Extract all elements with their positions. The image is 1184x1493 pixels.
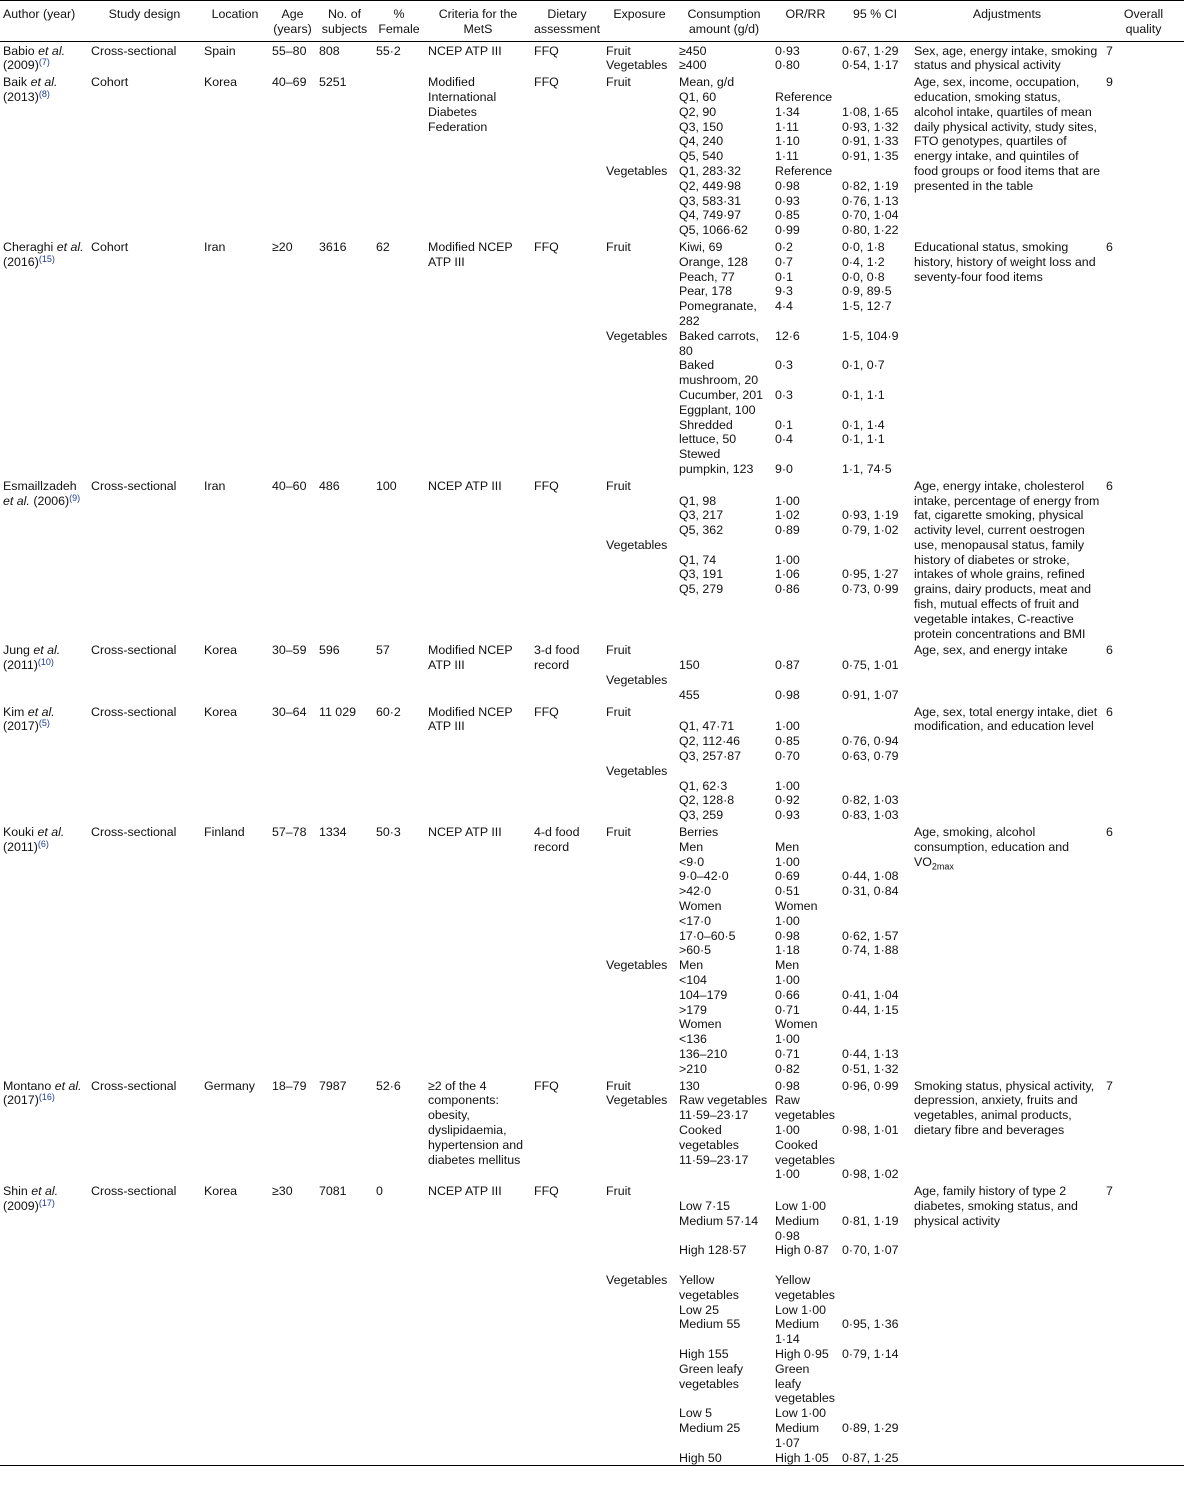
consumption-cell: Low 7·15 Medium 57·14 High 128·57 Yellow vegetables Low 25 Medium 55 High 155 Green leafy vegetables Low 5 Medium 25 High 50 [676,1182,772,1466]
et-al: et al. [27,704,55,719]
quality-cell: 6 [1106,704,1113,719]
col-header-design: Study design [88,1,201,42]
col-header-location: Location [201,1,269,42]
or-rr-cell: 0·87 0·98 [775,658,800,702]
et-al: et al. [31,1184,59,1199]
col-header-female: % Female [373,1,425,42]
reference-link[interactable]: (6) [37,838,49,849]
female-cell: 100 [376,478,397,493]
ci-cell: 0·67, 1·29 0·54, 1·17 [842,43,899,73]
ci-cell: 0·81, 1·19 0·70, 1·07 0·95, 1·36 0·79, 1·14 0·89, 1·29 0·87, 1·25 [839,1182,911,1466]
adjustments-cell [911,703,1103,823]
reference-link[interactable]: (9) [69,492,81,503]
reference-link[interactable]: (15) [38,253,55,264]
adjustments-text: Age, energy intake, cholesterol intake, percentage of energy from fat, cigarette smoking, physical activity level, current oestrogen use, menopausal status, family history of diabetes or stroke, intakes of whole grains, refined grains, dairy products, meat and fish, mutual effects of fruit and vegetable intakes, C-reactive protein concentrations and BMI [914,478,1100,641]
author-name: Montano [3,1078,52,1093]
quality-cell: 7 [1106,43,1113,58]
col-header-author: Author (year) [0,1,88,42]
dietary-cell: FFQ [534,478,559,493]
table-body [0,41,1184,1466]
design-cell: Cross-sectional [91,825,177,840]
adjustments-cell [911,1182,1103,1466]
table-row [0,41,1184,73]
et-al: et al. [37,825,65,840]
female-cell: 62 [376,239,390,254]
female-cell [373,73,425,238]
author-year: (2009) [3,1198,39,1213]
design-cell: Cross-sectional [91,643,177,658]
author-cell [0,238,88,477]
subjects-cell: 11 029 [319,704,356,719]
author-year: (2009) [3,58,39,73]
et-al: et al. [3,493,30,508]
col-header-or-rr: OR/RR [772,1,839,42]
female-cell: 50·3 [376,825,401,840]
location-cell: Korea [204,643,238,658]
quality-cell: 9 [1106,75,1113,90]
subjects-cell: 7987 [319,1078,347,1093]
or-rr-cell: Men 1·00 0·69 0·51 Women 1·00 0·98 1·18 Men 1·00 0·66 0·71 Women 1·00 0·71 0·82 [775,839,818,1076]
author-year: (2006) [33,493,70,508]
criteria-cell: NCEP ATP III [425,1182,531,1466]
ci-cell: 0·0, 1·8 0·4, 1·2 0·0, 0·8 0·9, 89·5 1·5, 12·7 1·5, 104·9 0·1, 0·7 0·1, 1·1 0·1, 1·4 0·1, 1·1 1·1, 74·5 [842,239,899,476]
et-al: et al. [56,239,84,254]
design-cell: Cross-sectional [88,1182,201,1466]
location-cell: Iran [204,478,226,493]
author-cell [0,1182,88,1466]
adjustments-text: Age, sex, total energy intake, diet modification, and education level [914,704,1098,734]
ci-cell: 0·96, 0·99 0·98, 1·01 0·98, 1·02 [842,1078,899,1182]
adjustments-text: Age, sex, income, occupation, education, smoking status, alcohol intake, quartiles of mean daily physical activity, study sites, FTO genotypes, quartiles of energy intake, and quintiles of food groups or food items that are presented in the table [914,75,1100,193]
adjustments-text: Smoking status, physical activity, depression, anxiety, fruits and vegetables, animal products, dietary fibre and beverages [914,1078,1095,1137]
age-cell: 30–64 [272,704,307,719]
consumption-cell: Mean, g/d Q1, 60 Q2, 90 Q3, 150 Q4, 240 Q5, 540 Q1, 283·32 Q2, 449·98 Q3, 583·31 Q4, 749·97 Q5, 1066·62 [679,75,748,238]
age-cell: 18–79 [272,1078,307,1093]
adjustments-cell [911,823,1103,1077]
design-cell: Cross-sectional [91,43,177,58]
or-rr-cell: Low 1·00 Medium 0·98 High 0·87 Yellow vegetables Low 1·00 Medium 1·14 High 0·95 Green leafy vegetables Low 1·00 Medium 1·07 High 1·05 [772,1182,839,1466]
exposure-cell: Fruit Vegetables [606,43,668,73]
author-name: Kouki [3,825,34,840]
col-header-age: Age (years) [269,1,316,42]
subjects-cell: 5251 [319,75,347,90]
age-cell: 55–80 [272,43,307,58]
reference-link[interactable]: (16) [38,1092,55,1103]
location-cell: Finland [204,825,245,840]
adjustments-text: Educational status, smoking history, history of weight loss and seventy-four food items [914,239,1096,284]
location-cell: Korea [201,1182,269,1466]
adjustments-text: Age, sex, and energy intake [914,643,1068,658]
col-header-adjustments: Adjustments [911,1,1103,42]
col-header-exposure: Exposure [603,1,676,42]
age-cell: 40–60 [272,478,307,493]
location-cell: Iran [204,239,226,254]
criteria-cell: NCEP ATP III [428,43,502,58]
dietary-cell: FFQ [534,1078,559,1093]
dietary-cell: FFQ [534,704,559,719]
author-year: (2011) [3,839,38,854]
author-cell [0,823,88,1077]
table-row [0,823,1184,1077]
age-cell: 40–69 [272,75,307,90]
header-row [0,1,1184,42]
author-name: Baik [3,75,28,90]
dietary-cell: FFQ [534,43,559,58]
adjustments-cell [911,641,1103,702]
table-row [0,477,1184,642]
age-cell: ≥20 [272,239,293,254]
reference-link[interactable]: (10) [37,657,54,668]
reference-link[interactable]: (7) [38,57,50,68]
dietary-cell: FFQ [534,239,559,254]
dietary-cell: 4-d food record [534,825,580,854]
consumption-cell: Kiwi, 69 Orange, 128 Peach, 77 Pear, 178 Pomegranate, 282 Baked carrots, 80 Baked mushroom, 20 Cucumber, 201 Eggplant, 100 Shredded lettuce, 50 Stewed pumpkin, 123 [679,239,764,476]
author-cell [0,477,88,642]
criteria-cell: ≥2 of the 4 components: obesity, dyslipidaemia, hypertension and diabetes mellitus [428,1078,524,1167]
consumption-cell: Q1, 47·71 Q2, 112·46 Q3, 257·87 Q1, 62·3 Q2, 128·8 Q3, 259 [679,719,741,823]
quality-cell: 6 [1106,478,1113,493]
quality-cell: 6 [1106,239,1113,254]
dietary-cell: 3-d food record [534,643,580,673]
design-cell: Cohort [91,239,129,254]
subjects-cell: 808 [319,43,340,58]
quality-cell: 6 [1106,825,1113,840]
adjustments-cell [911,477,1103,642]
consumption-cell: Q1, 98 Q3, 217 Q5, 362 Q1, 74 Q3, 191 Q5, 279 [679,493,724,597]
author-year: (2016) [3,254,39,269]
author-cell [0,703,88,823]
col-header-quality: Overall quality [1103,1,1184,42]
col-header-ci: 95 % CI [839,1,911,42]
adjustments-text: Age, smoking, alcohol consumption, education and VO [914,825,1069,869]
adjustments-text: Sex, age, energy intake, smoking status and physical activity [914,43,1098,73]
col-header-subjects: No. of subjects [316,1,373,42]
location-cell: Korea [204,704,238,719]
consumption-cell: ≥450 ≥400 [679,43,707,73]
adjustments-cell [911,238,1103,477]
et-al: et al. [33,643,61,658]
design-cell: Cross-sectional [91,1078,177,1093]
subjects-cell: 3616 [319,239,347,254]
criteria-cell: Modified NCEP ATP III [428,704,513,734]
ci-cell: 1·08, 1·65 0·93, 1·32 0·91, 1·33 0·91, 1·35 0·82, 1·19 0·76, 1·13 0·70, 1·04 0·80, 1·22 [842,104,899,238]
ci-cell: 0·44, 1·08 0·31, 0·84 0·62, 1·57 0·74, 1·88 0·41, 1·04 0·44, 1·15 0·44, 1·13 0·51, 1·32 [842,869,899,1076]
exposure-cell: Fruit Vegetables [606,75,668,178]
author-name: Esmaillzadeh [3,478,77,493]
author-name: Shin [3,1184,28,1199]
dietary-cell: FFQ [534,75,559,90]
exposure-cell: Fruit Vegetables [606,704,668,778]
col-header-criteria: Criteria for the MetS [425,1,531,42]
author-cell [0,1077,88,1183]
location-cell: Germany [204,1078,255,1093]
quality-cell: 6 [1106,643,1113,658]
dietary-cell: FFQ [531,1182,603,1466]
design-cell: Cross-sectional [91,478,177,493]
author-cell [0,73,88,238]
female-cell: 57 [376,643,390,658]
consumption-cell: 130 Raw vegetables 11·59–23·17 Cooked vegetables 11·59–23·17 [679,1078,768,1167]
adjustments-cell [911,73,1103,238]
female-cell: 0 [373,1182,425,1466]
age-cell: ≥30 [269,1182,316,1466]
table-row [0,1077,1184,1183]
table-row [0,703,1184,823]
et-al: et al. [54,1078,82,1093]
author-name: Cheraghi [3,239,54,254]
table-row [0,641,1184,702]
exposure-cell: Fruit Vegetables [606,643,668,688]
exposure-cell: Fruit Vegetables [606,1078,668,1108]
quality-cell: 7 [1103,1182,1184,1466]
or-rr-cell: 1·00 1·02 0·89 1·00 1·06 0·86 [775,493,800,597]
or-rr-cell: 0·2 0·7 0·1 9·3 4·4 12·6 0·3 0·3 0·1 0·4 9·0 [775,239,800,476]
author-year: (2013) [3,89,39,104]
adjustments-cell [911,41,1103,73]
subjects-cell: 1334 [319,825,347,840]
location-cell: Korea [204,75,238,90]
criteria-cell: NCEP ATP III [428,825,502,840]
table-row [0,73,1184,238]
author-year: (2017) [3,719,39,734]
table-row [0,238,1184,477]
consumption-cell: Berries Men <9·0 9·0–42·0 >42·0 Women <17·0 17·0–60·5 >60·5 Men <104 104–179 >179 Women <136 136–210 >210 [679,825,736,1076]
subjects-cell: 7081 [316,1182,373,1466]
or-rr-cell: 1·00 0·85 0·70 1·00 0·92 0·93 [775,719,800,823]
reference-link[interactable]: (17) [38,1197,55,1208]
criteria-cell: Modified NCEP ATP III [428,239,513,269]
subjects-cell: 596 [319,643,340,658]
criteria-cell: Modified NCEP ATP III [428,643,513,673]
design-cell: Cohort [91,75,129,90]
author-cell [0,41,88,73]
exposure-cell: Fruit Vegetables [606,239,668,343]
ci-cell: 0·75, 1·01 0·91, 1·07 [842,658,899,702]
or-rr-cell: 0·98 Raw vegetables 1·00 Cooked vegetables 1·00 [775,1078,835,1182]
female-cell: 55·2 [376,43,401,58]
author-name: Kim [3,704,25,719]
adjustments-subscript: 2max [931,861,954,872]
quality-cell: 7 [1106,1078,1113,1093]
age-cell: 57–78 [272,825,307,840]
et-al: et al. [30,75,58,90]
author-cell [0,641,88,702]
age-cell: 30–59 [272,643,307,658]
or-rr-cell: Reference 1·34 1·11 1·10 1·11 Reference 0·98 0·93 0·85 0·99 [775,89,833,238]
design-cell: Cross-sectional [91,704,177,719]
or-rr-cell: 0·93 0·80 [775,43,800,73]
exposure-cell: Fruit Vegetables [606,825,668,973]
exposure-cell: Fruit Vegetables [603,1182,676,1466]
consumption-cell: 150 455 [679,658,700,702]
female-cell: 52·6 [376,1078,401,1093]
criteria-cell: Modified International Diabetes Federation [428,75,497,134]
ci-cell: 0·93, 1·19 0·79, 1·02 0·95, 1·27 0·73, 0·99 [842,508,899,597]
exposure-cell: Fruit Vegetables [606,478,668,552]
col-header-dietary: Dietary assessment [531,1,603,42]
criteria-cell: NCEP ATP III [428,478,502,493]
female-cell: 60·2 [376,704,401,719]
col-header-consumption: Consumption amount (g/d) [676,1,772,42]
ci-cell: 0·76, 0·94 0·63, 0·79 0·82, 1·03 0·83, 1·03 [842,734,899,823]
table-row [0,1182,1184,1466]
author-year: (2011) [3,658,38,673]
reference-link[interactable]: (8) [38,88,50,99]
subjects-cell: 486 [319,478,340,493]
author-year: (2017) [3,1093,39,1108]
author-name: Jung [3,643,30,658]
adjustments-text: Age, family history of type 2 diabetes, smoking status, and physical activity [914,1184,1078,1228]
reference-link[interactable]: (5) [38,718,50,729]
location-cell: Spain [204,43,236,58]
author-name: Babio [3,43,35,58]
adjustments-cell [911,1077,1103,1183]
et-al: et al. [38,43,66,58]
